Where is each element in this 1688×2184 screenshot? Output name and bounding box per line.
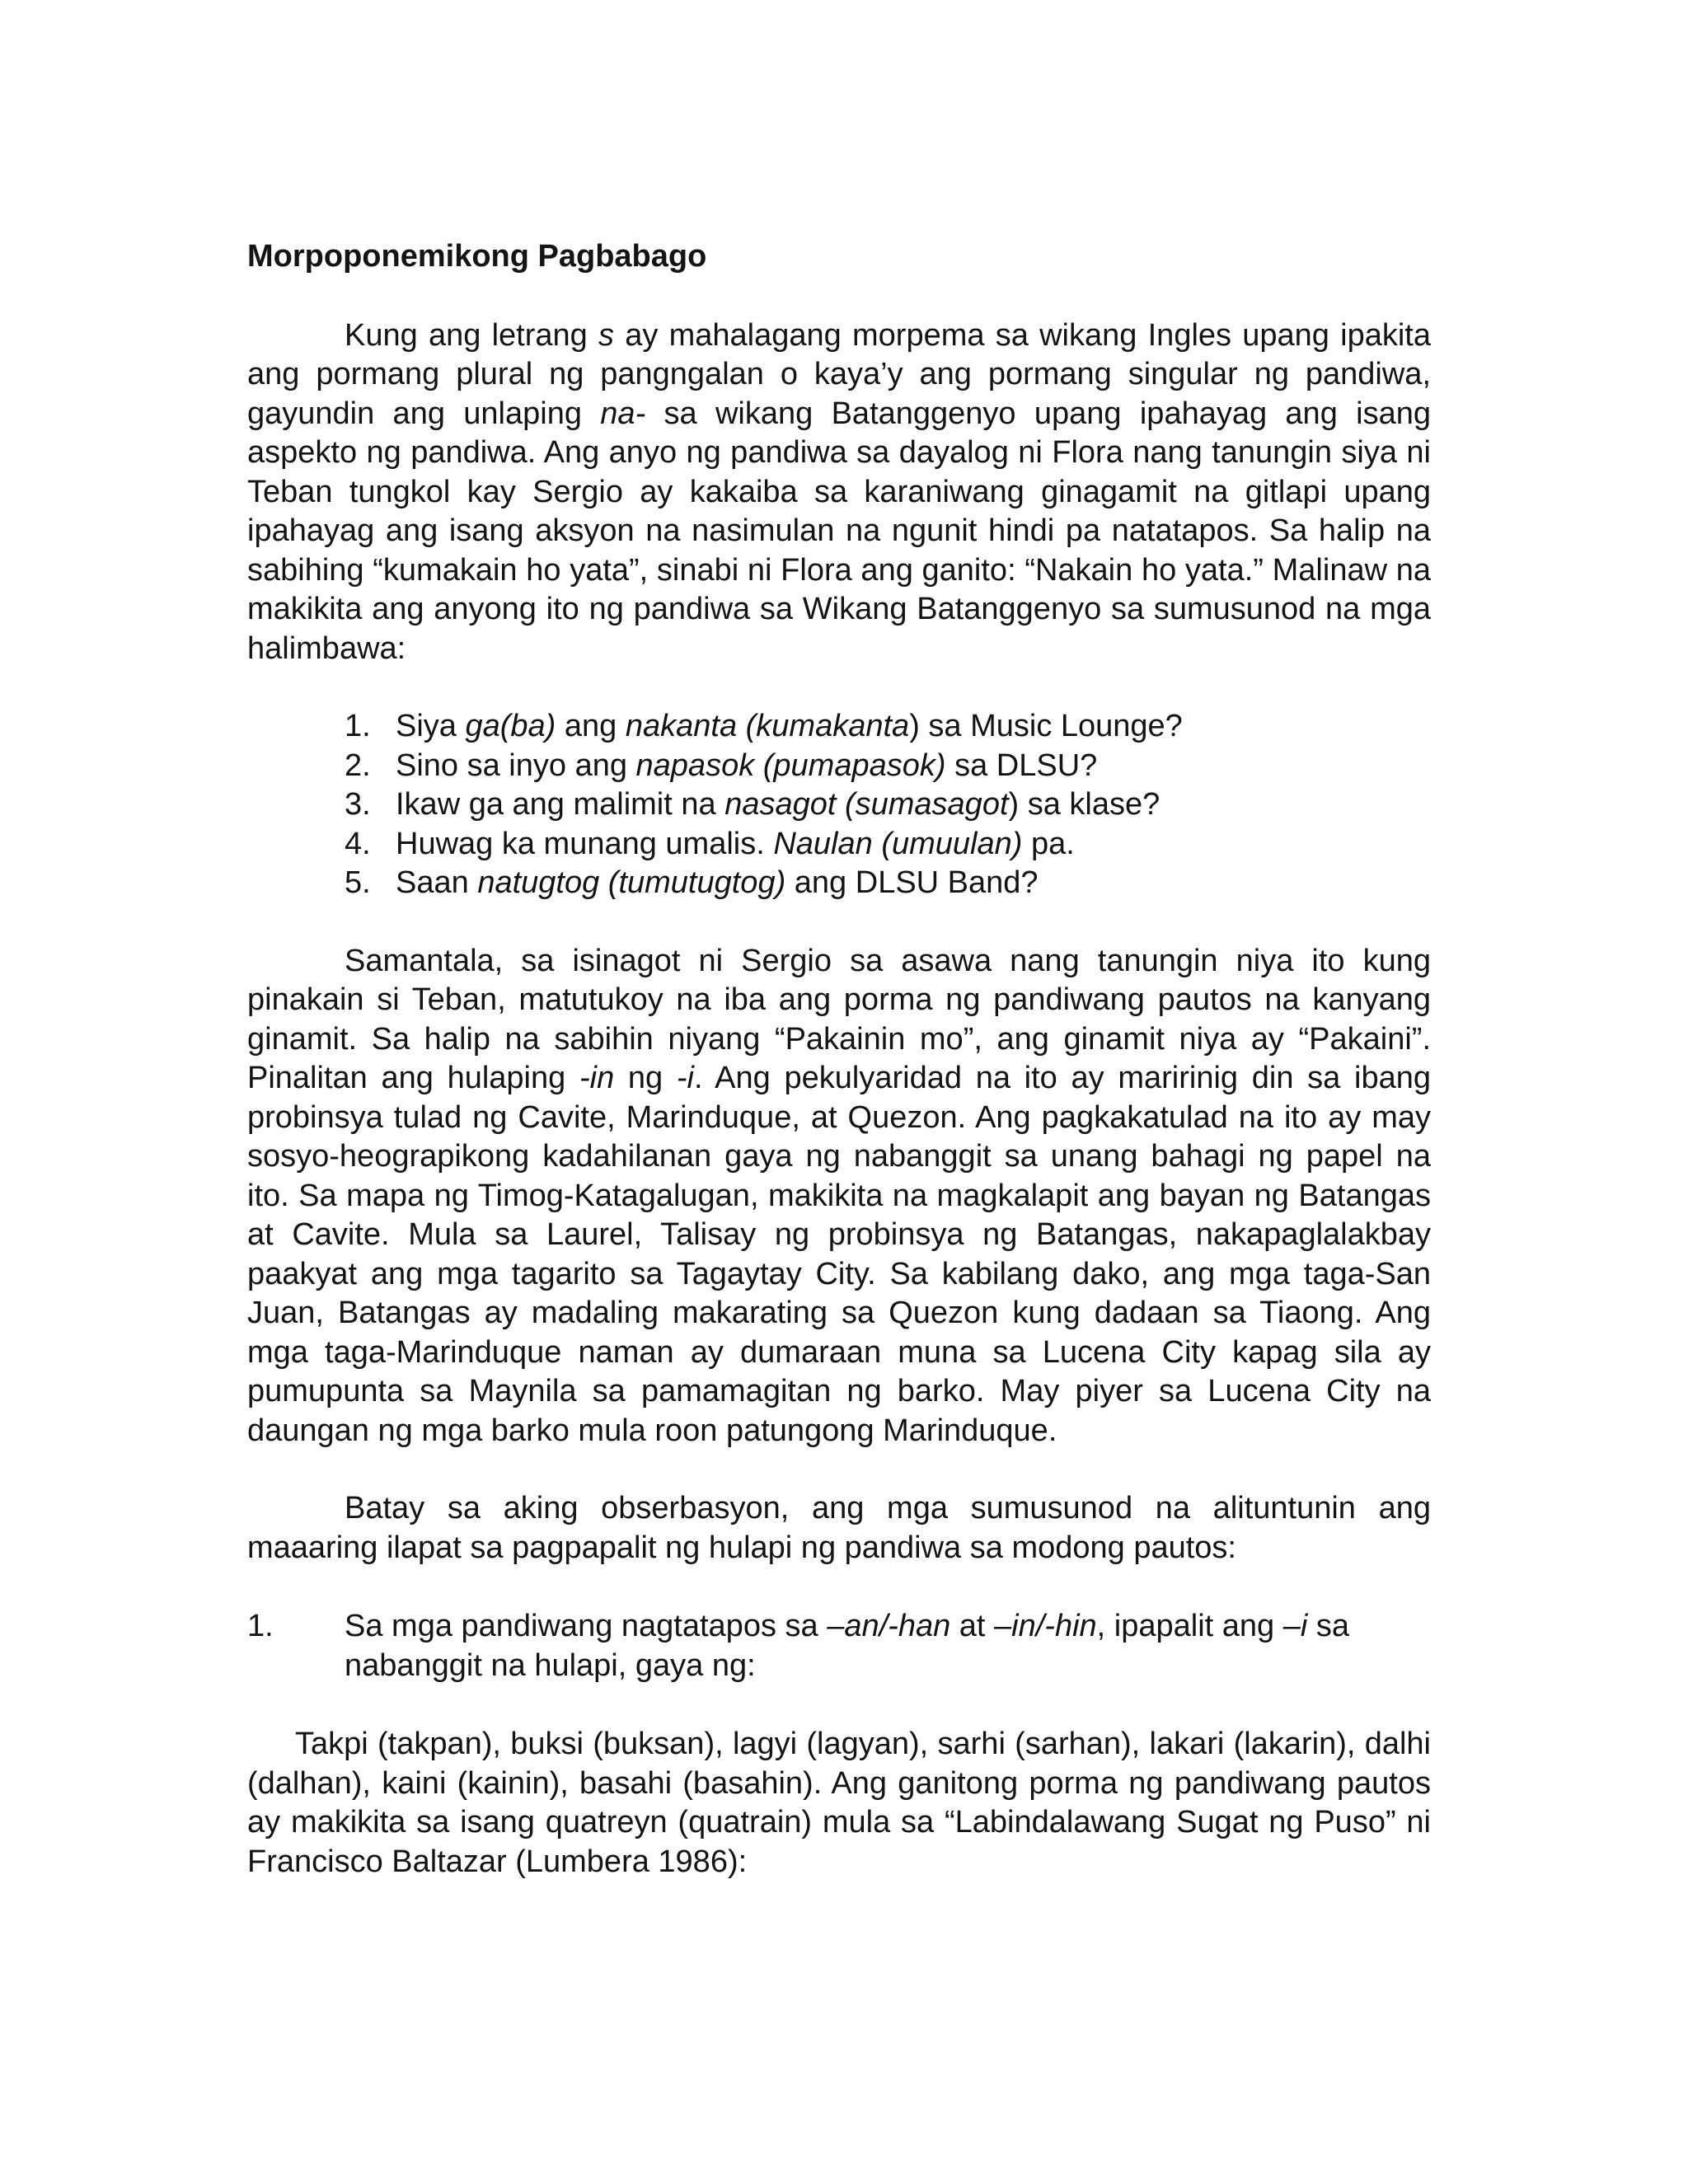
section-title: Morpoponemikong Pagbabago	[247, 239, 707, 274]
paragraph-samantala	[247, 942, 1431, 1451]
list-number: 2.	[345, 748, 371, 783]
text-run: ng	[614, 1061, 677, 1095]
italic-term: napasok (pumapasok)	[635, 748, 946, 783]
italic-term: -in	[579, 1061, 615, 1095]
text-run: sa wikang Batanggenyo upang ipahayag ang isang aspekto ng pandiwa. Ang anyo ng pandiwa sa dayalog ni Flora nang tanungin siya ni Teban tungkol kay Sergio ay kakaiba sa karaniwang ginagamit na gitlapi upang ipahayag ang isang aksyon na nasimulan na ngunit hindi pa natatapos. Sa halip na sabihing “kumakain ho yata”, sinabi ni Flora ang ganito: “Nakain ho yata.” Malinaw na makikita ang anyong ito ng pandiwa sa Wikang Batanggenyo sa sumusunod na mga halimbawa:	[247, 396, 1431, 666]
italic-term: –i	[1282, 1609, 1308, 1643]
text-run: ) sa Music Lounge?	[909, 709, 1183, 743]
paragraph-batay: Batay sa aking obserbasyon, ang mga sumusunod na alituntunin ang maaaring ilapat sa pagpapalit ng hulapi ng pandiwa sa modong pautos:	[247, 1491, 1431, 1565]
text-run: ang DLSU Band?	[785, 865, 1039, 900]
text-run: , ipapalit ang	[1096, 1609, 1283, 1643]
list-item	[345, 864, 1431, 903]
italic-term: –in/-hin	[994, 1609, 1097, 1643]
text-run: ay mahalagang morpema sa wikang Ingles upang ipakita ang pormang plural ng pangngalan o kaya’y ang pormang singular ng pandiwa, gayundin ang unlaping	[247, 317, 1431, 431]
italic-term: Naulan (umuulan)	[773, 826, 1023, 861]
italic-term: natugtog (tumutugtog)	[477, 865, 786, 900]
list-item	[345, 825, 1431, 865]
text-run: Sino sa inyo ang	[396, 748, 636, 783]
text-run: Kung ang letrang	[345, 317, 599, 353]
examples-list	[247, 707, 1431, 903]
list-item	[345, 747, 1431, 786]
text-run: pa.	[1022, 826, 1075, 861]
text-run: Siya	[396, 709, 466, 743]
text-run: Huwag ka munang umalis.	[396, 826, 774, 861]
text-run: . Ang pekulyaridad na ito ay maririnig din sa ibang probinsya tulad ng Cavite, Marinduque, at Quezon. Ang pagkakatulad na ito ay may sosyo-heograpikong kadahilanan gaya ng nabanggit sa unang bahagi ng papel na ito. Sa mapa ng Timog-Katagalugan, makikita na magkalapit ang bayan ng Batangas at Cavite. Mula sa Laurel, Talisay ng probinsya ng Batangas, nakapaglalakbay paakyat ang mga tagarito sa Tagaytay City. Sa kabilang dako, ang mga taga-San Juan, Batangas ay madaling makarating sa Quezon kung dadaan sa Tiaong. Ang mga taga-Marinduque naman ay dumaraan muna sa Lucena City kapag sila ay pumupunta sa Maynila sa pamamagitan ng barko. May piyer sa Lucena City na daungan ng mga barko mula roon patungong Marinduque.	[247, 1061, 1431, 1448]
list-number: 3.	[345, 787, 371, 822]
text-run: Saan	[396, 865, 478, 900]
italic-term: ga(ba)	[465, 709, 556, 743]
list-number: 5.	[345, 865, 371, 900]
list-number: 1.	[345, 709, 371, 743]
text-run: Sa mga pandiwang nagtatapos sa	[345, 1609, 828, 1643]
rule-text	[345, 1607, 1431, 1685]
italic-term: nakanta (kumakanta	[625, 709, 910, 743]
italic-term: -i	[676, 1061, 695, 1095]
text-run: sa nabanggit na hulapi, gaya ng:	[345, 1609, 1350, 1683]
italic-term: nasagot (sumasagot	[724, 787, 1009, 822]
italic-term: na-	[600, 396, 646, 431]
text-run: Samantala, sa isinagot ni Sergio sa asawa nang tanungin niya ito kung pinakain si Teban, matutukoy na iba ang porma ng pandiwang pautos na kanyang ginamit. Sa halip na sabihin niyang “Pakainin mo”, ang ginamit niya ay “Pakaini”. Pinalitan ang hulaping	[247, 943, 1431, 1095]
text-run: ) sa klase?	[1008, 787, 1160, 822]
text-run: ang	[556, 709, 626, 743]
text-run: at	[950, 1609, 995, 1643]
paragraph-intro	[247, 316, 1431, 669]
text-run: sa DLSU?	[945, 748, 1098, 783]
italic-term: s	[598, 317, 615, 353]
list-number: 4.	[345, 826, 371, 861]
rule-item	[247, 1607, 1431, 1685]
list-item	[345, 707, 1431, 747]
rule-number: 1.	[247, 1609, 274, 1643]
italic-term: –an/-han	[827, 1609, 951, 1643]
list-item	[345, 785, 1431, 825]
paragraph-takpi: Takpi (takpan), buksi (buksan), lagyi (lagyan), sarhi (sarhan), lakari (lakarin), dalhi (dalhan), kaini (kainin), basahi (basahin). Ang ganitong porma ng pandiwang pautos ay makikita sa isang quatreyn (quatrain) mula sa “Labindalawang Sugat ng Puso” ni Francisco Baltazar (Lumbera 1986):	[247, 1727, 1431, 1879]
text-run: Ikaw ga ang malimit na	[396, 787, 725, 822]
